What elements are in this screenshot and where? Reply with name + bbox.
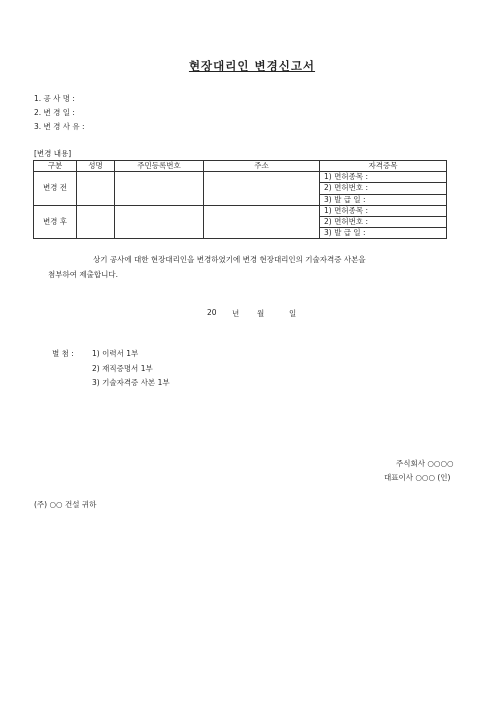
header-name: 성명 [77,161,115,172]
cell-resident-before[interactable] [115,172,204,206]
license-number-before: 2) 면허번호 : [320,183,447,194]
date-year: 20 [207,308,217,317]
header-license: 자격증목 [320,161,447,172]
changes-table [33,160,447,239]
header-address: 주소 [204,161,320,172]
header-category: 구분 [34,161,77,172]
date-day-unit: 일 [289,309,297,318]
section-label: [변경 내용] [34,149,72,158]
cell-resident-after[interactable] [115,205,204,239]
cell-name-before[interactable] [77,172,115,206]
field-change-reason: 3. 변 경 사 유 : [34,122,85,131]
row-label-before: 변경 전 [34,172,77,206]
attachment-item: 2) 재직증명서 1부 [92,364,153,373]
table-row [34,205,447,216]
field-change-date: 2. 변 경 일 : [34,108,75,117]
signature-company: 주식회사 ○○○○ [396,459,454,468]
header-resident-number: 주민등록번호 [115,161,204,172]
row-label-after: 변경 후 [34,205,77,239]
cell-address-before[interactable] [204,172,320,206]
date-month-unit: 월 [257,309,265,318]
issue-date-after: 3) 발 급 일 : [320,228,447,239]
field-project-name: 1. 공 사 명 : [34,94,75,103]
body-line-2: 첨부하여 제출합니다. [48,270,118,279]
license-type-after: 1) 면허종목 : [320,205,447,216]
attachment-item: 3) 기술자격증 사본 1부 [92,378,170,387]
cell-name-after[interactable] [77,205,115,239]
cell-address-after[interactable] [204,205,320,239]
attachment-item: 1) 이력서 1부 [92,349,139,358]
table-header-row [34,161,447,172]
date-year-unit: 년 [232,309,240,318]
document-title: 현장대리인 변경신고서 [188,59,316,73]
license-number-after: 2) 면허번호 : [320,216,447,227]
recipient: (주) ○○ 건설 귀하 [34,500,97,509]
body-line-1: 상기 공사에 대한 현장대리인을 변경하였기에 변경 현장대리인의 기술자격증 사본을 [93,255,366,264]
table-row [34,172,447,183]
attachments-label: 별 첨 : [52,349,74,358]
signature-ceo: 대표이사 ○○○ (인) [384,473,451,482]
license-type-before: 1) 면허종목 : [320,172,447,183]
issue-date-before: 3) 발 급 일 : [320,194,447,205]
